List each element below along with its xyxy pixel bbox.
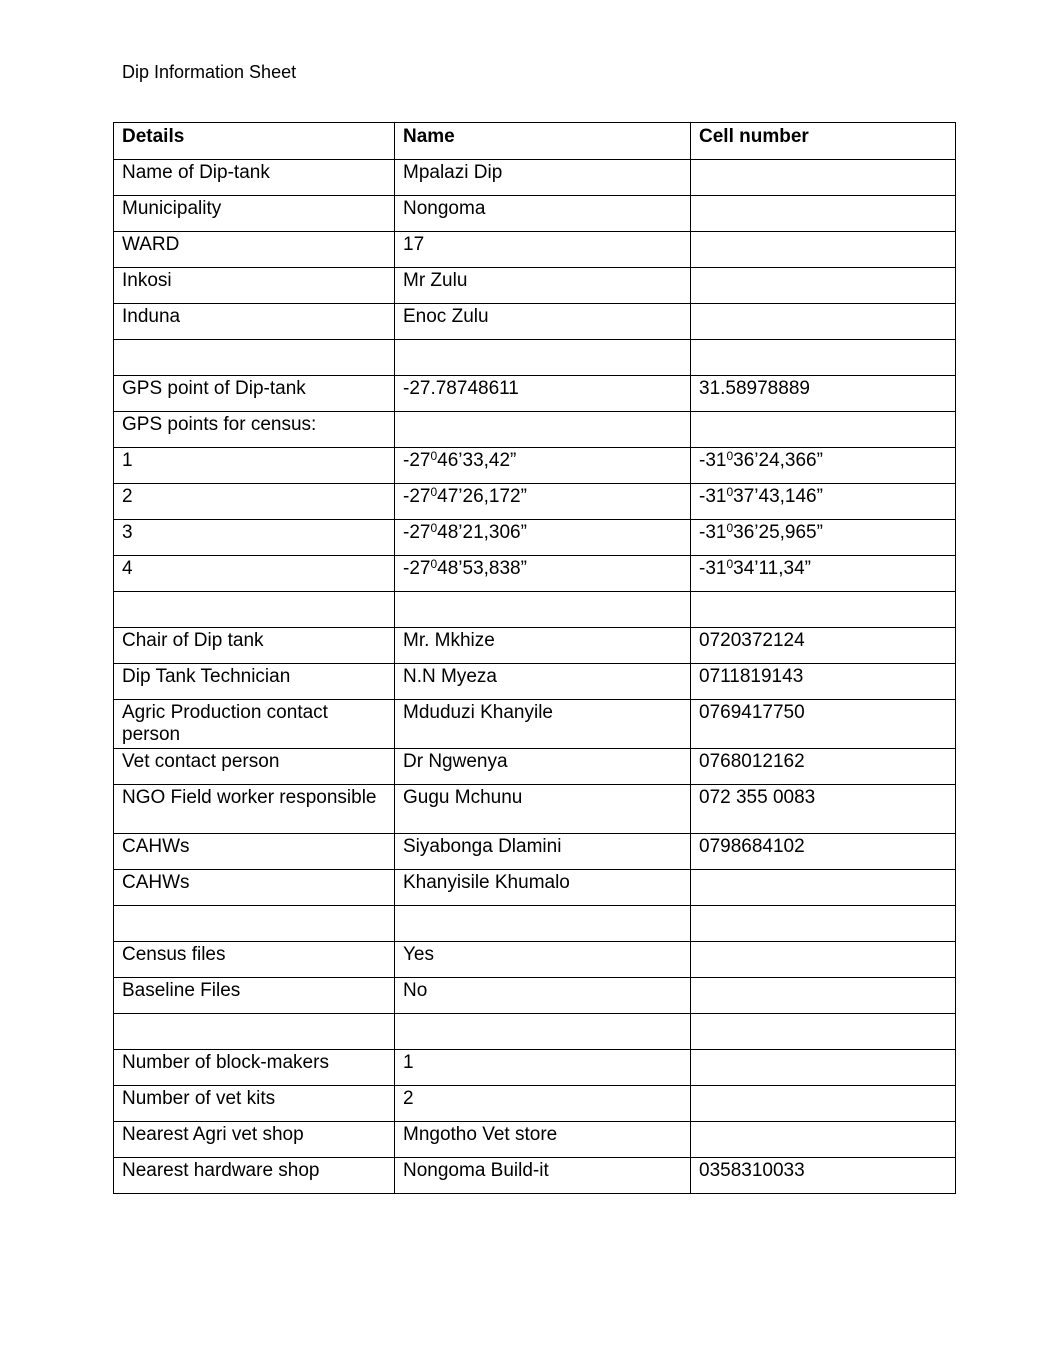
cell-number — [691, 1050, 956, 1086]
cell-name — [395, 1014, 691, 1050]
degree-mark: 0 — [726, 485, 734, 499]
cell-name: Enoc Zulu — [395, 304, 691, 340]
latitude-minutes-seconds: 47’26,172” — [437, 486, 527, 507]
degree-mark: 0 — [726, 449, 734, 463]
degree-mark: 0 — [430, 557, 438, 571]
cell-name: Nongoma — [395, 196, 691, 232]
cell-name: Yes — [395, 942, 691, 978]
cell-name: Mpalazi Dip — [395, 160, 691, 196]
cell-name: Mr. Mkhize — [395, 628, 691, 664]
latitude-minutes-seconds: 46’33,42” — [437, 450, 517, 471]
degree-mark: 0 — [726, 557, 734, 571]
cell-details: Census files — [114, 942, 395, 978]
cell-number: 0768012162 — [691, 749, 956, 785]
cell-number — [691, 942, 956, 978]
cell-details: Agric Production contact person — [114, 700, 395, 749]
cell-details: GPS point of Dip-tank — [114, 376, 395, 412]
cell-number — [691, 196, 956, 232]
cell-details: 3 — [114, 520, 395, 556]
table-row-empty — [114, 340, 956, 376]
cell-details: CAHWs — [114, 870, 395, 906]
table-row — [114, 628, 956, 664]
cell-details: NGO Field worker responsible — [114, 785, 395, 834]
table-row — [114, 160, 956, 196]
cell-number — [691, 232, 956, 268]
cell-number: 31.58978889 — [691, 376, 956, 412]
cell-number — [691, 592, 956, 628]
cell-name: Dr Ngwenya — [395, 749, 691, 785]
table-row — [114, 870, 956, 906]
cell-name — [395, 484, 691, 520]
table-row — [114, 1122, 956, 1158]
cell-name: N.N Myeza — [395, 664, 691, 700]
cell-number — [691, 484, 956, 520]
cell-name: Mduduzi Khanyile — [395, 700, 691, 749]
cell-number: 0798684102 — [691, 834, 956, 870]
longitude-degrees: -31 — [699, 486, 727, 507]
cell-details: 4 — [114, 556, 395, 592]
latitude-minutes-seconds: 48’21,306” — [437, 522, 527, 543]
longitude-minutes-seconds: 36’24,366” — [733, 450, 823, 471]
table-row-gps — [114, 556, 956, 592]
cell-name — [395, 906, 691, 942]
cell-details — [114, 1014, 395, 1050]
cell-number — [691, 906, 956, 942]
cell-details: Vet contact person — [114, 749, 395, 785]
longitude-degrees: -31 — [699, 558, 727, 579]
cell-number — [691, 978, 956, 1014]
header-cell-number: Cell number — [691, 123, 956, 160]
cell-number — [691, 412, 956, 448]
cell-number — [691, 268, 956, 304]
table-row — [114, 196, 956, 232]
cell-details: CAHWs — [114, 834, 395, 870]
cell-details: Number of vet kits — [114, 1086, 395, 1122]
table-row — [114, 942, 956, 978]
cell-number — [691, 160, 956, 196]
cell-details — [114, 906, 395, 942]
latitude-degrees: -27 — [403, 558, 431, 579]
longitude-minutes-seconds: 37’43,146” — [733, 486, 823, 507]
cell-details: Dip Tank Technician — [114, 664, 395, 700]
cell-details: Number of block-makers — [114, 1050, 395, 1086]
longitude-degrees: -31 — [699, 522, 727, 543]
cell-number: 0711819143 — [691, 664, 956, 700]
table-row — [114, 785, 956, 834]
cell-name: Khanyisile Khumalo — [395, 870, 691, 906]
table-row — [114, 232, 956, 268]
cell-name — [395, 448, 691, 484]
table-row-empty — [114, 1014, 956, 1050]
degree-mark: 0 — [430, 521, 438, 535]
cell-name: Mngotho Vet store — [395, 1122, 691, 1158]
cell-name: Gugu Mchunu — [395, 785, 691, 834]
degree-mark: 0 — [430, 485, 438, 499]
table-row — [114, 664, 956, 700]
cell-details: GPS points for census: — [114, 412, 395, 448]
cell-number: 072 355 0083 — [691, 785, 956, 834]
cell-details — [114, 592, 395, 628]
table-row-gps — [114, 448, 956, 484]
table-row — [114, 1158, 956, 1194]
latitude-minutes-seconds: 48’53,838” — [437, 558, 527, 579]
table-row — [114, 749, 956, 785]
longitude-minutes-seconds: 36’25,965” — [733, 522, 823, 543]
cell-details: Induna — [114, 304, 395, 340]
degree-mark: 0 — [726, 521, 734, 535]
latitude-degrees: -27 — [403, 522, 431, 543]
cell-name: 2 — [395, 1086, 691, 1122]
cell-details: Inkosi — [114, 268, 395, 304]
table-row — [114, 376, 956, 412]
table-row — [114, 834, 956, 870]
cell-number — [691, 448, 956, 484]
cell-name: 17 — [395, 232, 691, 268]
cell-name — [395, 592, 691, 628]
cell-details: WARD — [114, 232, 395, 268]
table-row-gps — [114, 484, 956, 520]
cell-details: Nearest Agri vet shop — [114, 1122, 395, 1158]
latitude-degrees: -27 — [403, 486, 431, 507]
table-row — [114, 304, 956, 340]
cell-details: Nearest hardware shop — [114, 1158, 395, 1194]
cell-name: Siyabonga Dlamini — [395, 834, 691, 870]
cell-details: Municipality — [114, 196, 395, 232]
cell-details: Baseline Files — [114, 978, 395, 1014]
table-row-empty — [114, 906, 956, 942]
cell-details: 2 — [114, 484, 395, 520]
cell-number — [691, 556, 956, 592]
degree-mark: 0 — [430, 449, 438, 463]
cell-number — [691, 1014, 956, 1050]
cell-details: Chair of Dip tank — [114, 628, 395, 664]
table-row — [114, 1086, 956, 1122]
document-title: Dip Information Sheet — [122, 62, 297, 82]
dip-info-table — [113, 122, 956, 1194]
cell-name — [395, 340, 691, 376]
cell-name — [395, 412, 691, 448]
cell-number — [691, 870, 956, 906]
cell-details: 1 — [114, 448, 395, 484]
cell-number — [691, 340, 956, 376]
longitude-degrees: -31 — [699, 450, 727, 471]
header-name: Name — [395, 123, 691, 160]
cell-name — [395, 556, 691, 592]
table-row — [114, 700, 956, 749]
latitude-degrees: -27 — [403, 450, 431, 471]
header-details: Details — [114, 123, 395, 160]
cell-number: 0358310033 — [691, 1158, 956, 1194]
table-row — [114, 978, 956, 1014]
cell-name: No — [395, 978, 691, 1014]
cell-number — [691, 1122, 956, 1158]
table-row-empty — [114, 592, 956, 628]
longitude-minutes-seconds: 34’11,34” — [733, 558, 811, 579]
table-row — [114, 268, 956, 304]
cell-details — [114, 340, 395, 376]
table-header-row — [114, 123, 956, 160]
cell-details: Name of Dip-tank — [114, 160, 395, 196]
cell-number: 0720372124 — [691, 628, 956, 664]
cell-number — [691, 304, 956, 340]
cell-number — [691, 1086, 956, 1122]
cell-name: Nongoma Build-it — [395, 1158, 691, 1194]
table-row — [114, 412, 956, 448]
cell-name: Mr Zulu — [395, 268, 691, 304]
table-row — [114, 1050, 956, 1086]
cell-number — [691, 520, 956, 556]
cell-name: -27.78748611 — [395, 376, 691, 412]
cell-name: 1 — [395, 1050, 691, 1086]
cell-name — [395, 520, 691, 556]
cell-number: 0769417750 — [691, 700, 956, 749]
table-row-gps — [114, 520, 956, 556]
